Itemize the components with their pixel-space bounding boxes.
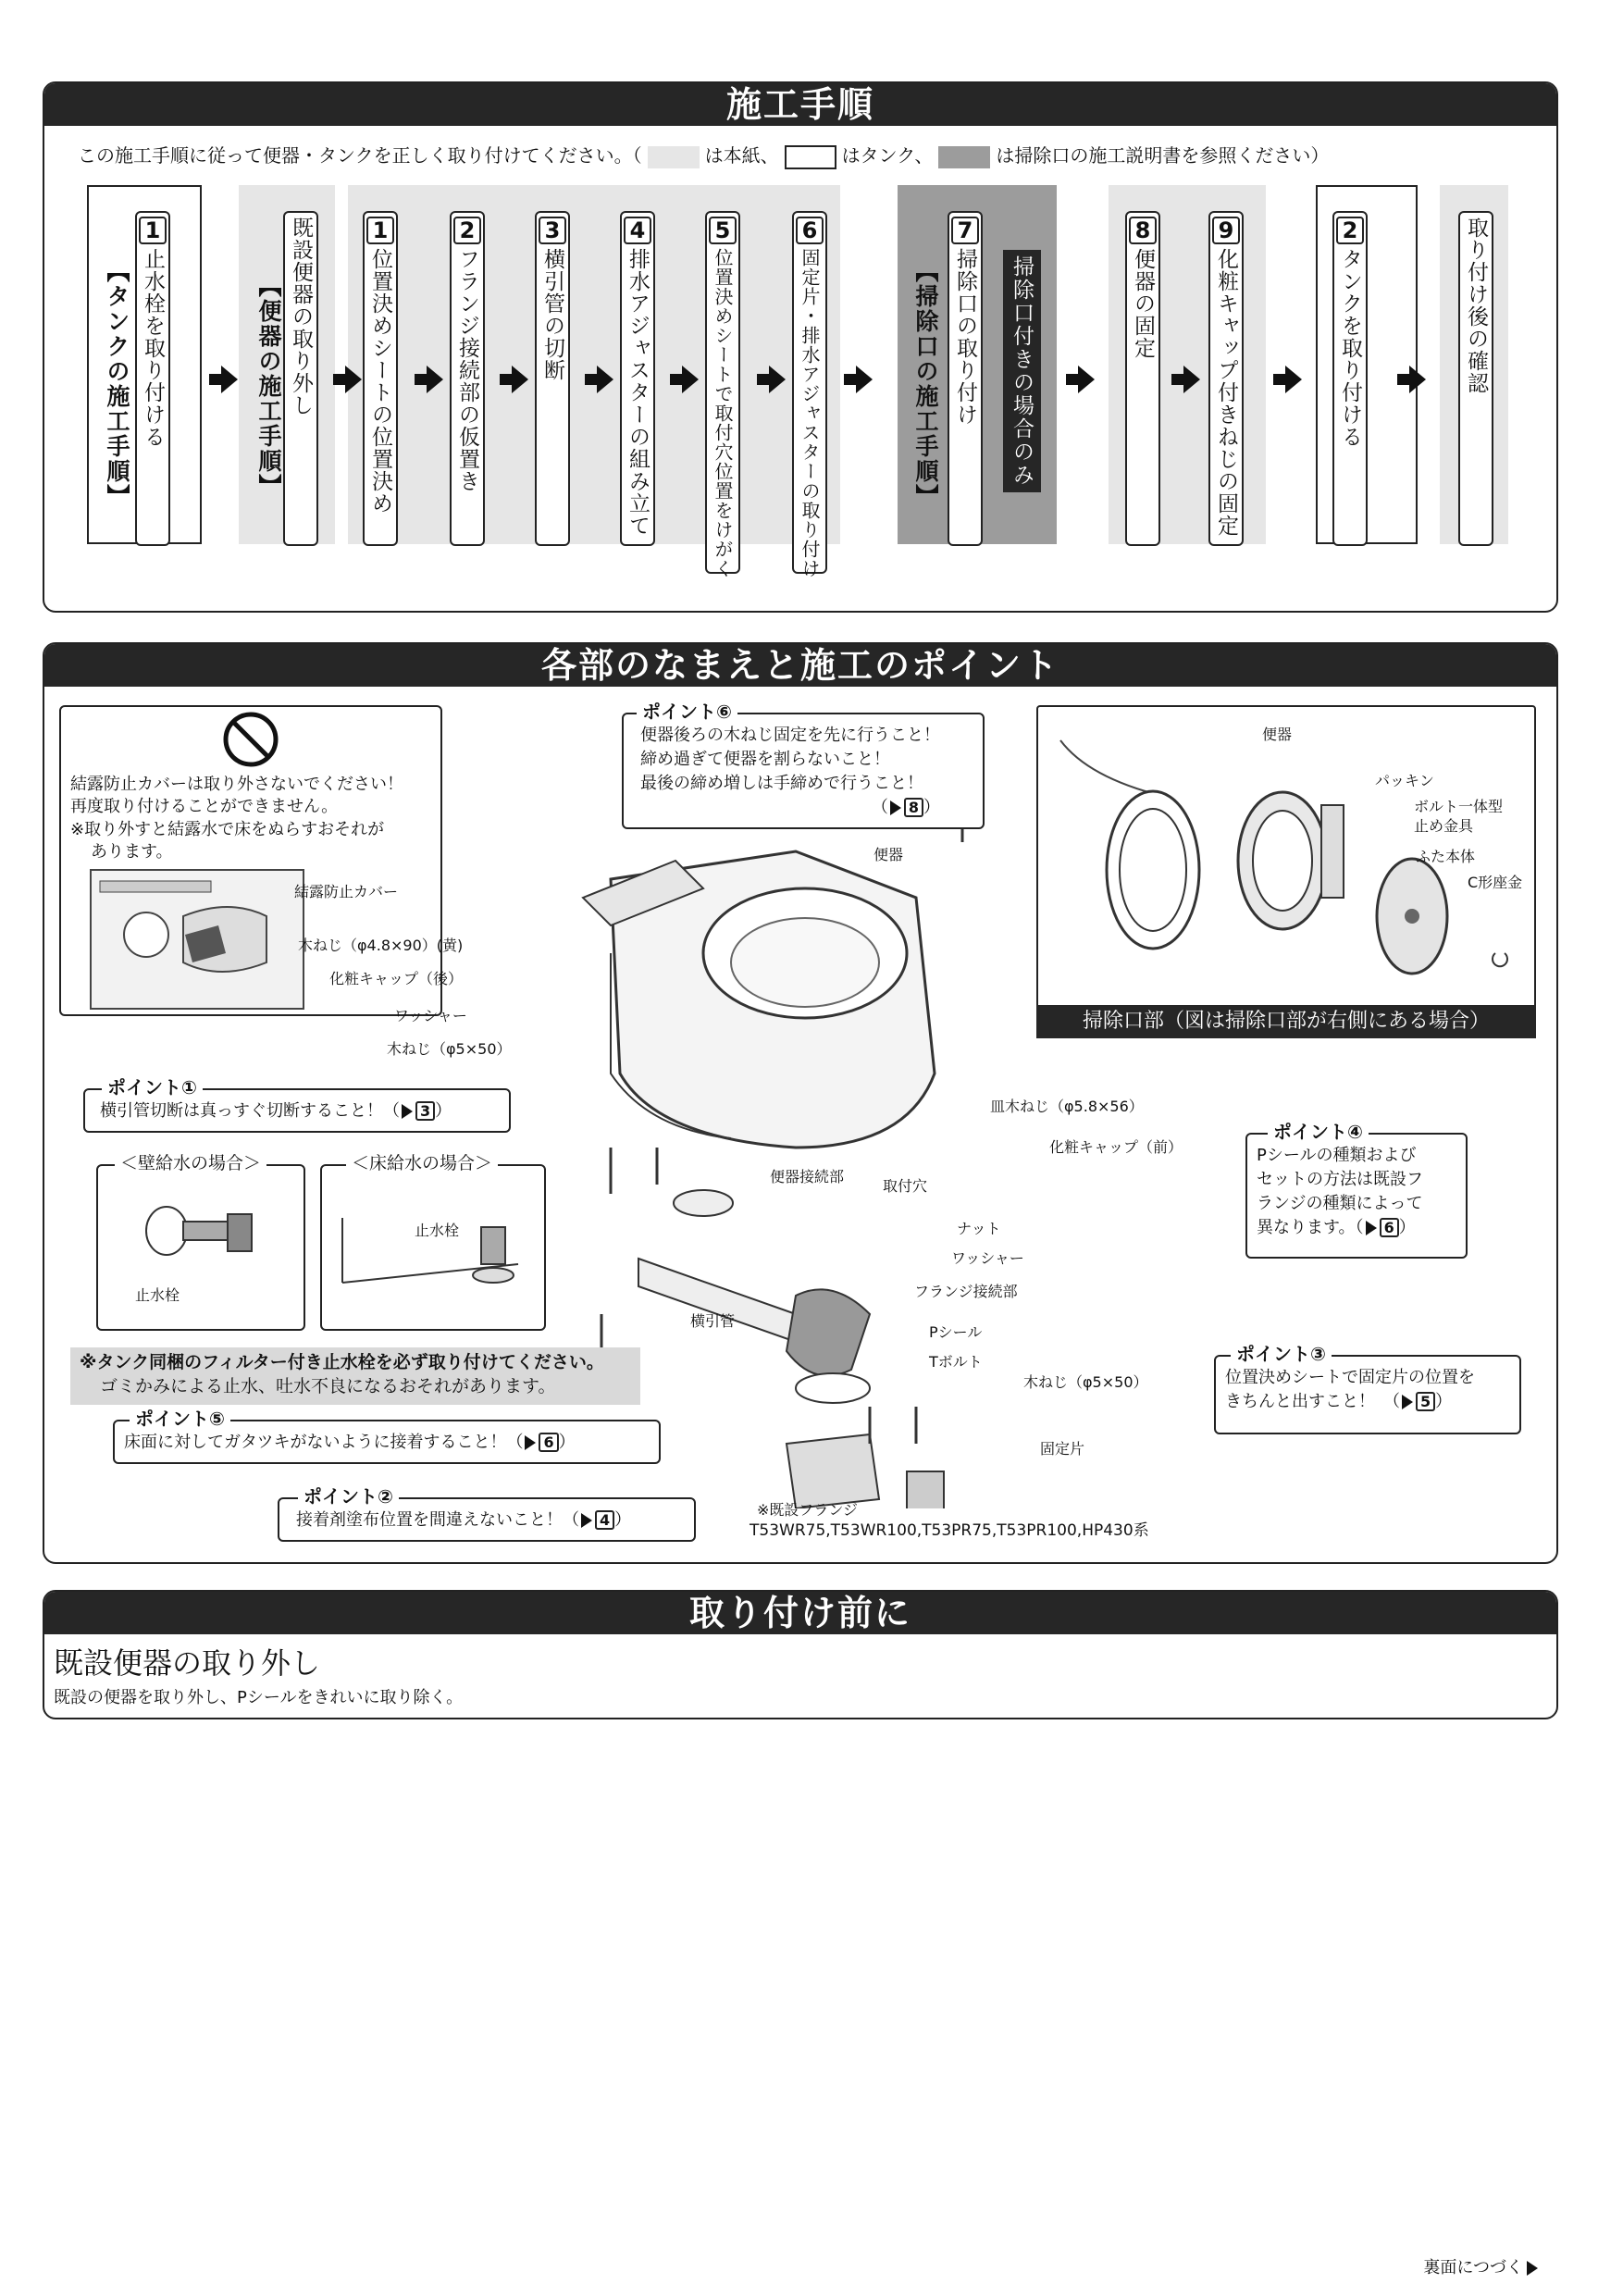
arrow-right-icon: [1527, 2261, 1538, 2276]
step-toilet-9: 9 化粧キャップ付きねじの固定: [1208, 211, 1244, 546]
step-toilet-1: 1 位置決めシートの位置決め: [363, 211, 398, 546]
label-toilet-connection: 便器接続部: [770, 1168, 845, 1185]
floor-supply-label: ＜床給水の場合＞: [346, 1153, 498, 1173]
step-toilet-3: 3 横引管の切断: [535, 211, 570, 546]
cleanout-caption: 掃除口部（図は掃除口部が右側にある場合）: [1036, 1005, 1536, 1038]
arrow-right-icon: [1402, 1395, 1413, 1409]
point-6-text: 便器後ろの木ねじ固定を先に行うこと！ 締め過ぎて便器を割らないこと！ 最後の締め増しは手締めで行うこと！ （ 8 ）: [640, 726, 940, 818]
floor-stop-valve-illustration: [333, 1199, 537, 1320]
before-text: 既設の便器を取り外し、Pシールをきれいに取り除く。: [54, 1688, 464, 1707]
arrow-right-icon: [581, 1513, 592, 1528]
label-cap-rear: 化粧キャップ（後）: [329, 970, 464, 987]
step-after-check: 取り付け後の確認: [1458, 211, 1493, 546]
label-toilet: 便器: [873, 846, 904, 863]
wall-stop-valve-label: 止水栓: [135, 1286, 180, 1304]
cleanout-only-badge: 掃除口付きの場合のみ: [1003, 250, 1041, 492]
arrow-right-icon: [525, 1435, 536, 1450]
continue-footer: 裏面につづく: [1423, 2254, 1538, 2278]
label-nut: ナット: [957, 1220, 1001, 1237]
before-heading: 既設便器の取り外し: [54, 1645, 321, 1681]
group-cleanout-label: 【掃除口の施工手順】: [912, 259, 939, 509]
label-fixing-piece: 固定片: [1040, 1440, 1085, 1458]
cleanout-cring-label: C形座金: [1468, 874, 1523, 891]
wall-stop-valve-illustration: [139, 1194, 268, 1277]
condensation-cover-illustration: [81, 861, 322, 1011]
label-cap-front: 化粧キャップ（前）: [1049, 1138, 1183, 1156]
floor-stop-valve-label: 止水栓: [415, 1222, 460, 1239]
legend-swatch-cleanout: [938, 146, 990, 168]
label-mount-hole: 取付穴: [883, 1177, 928, 1195]
step-toilet-6: 6 固定片・排水アジャスターの取り付け: [792, 211, 827, 574]
label-t-bolt: Tボルト: [929, 1353, 983, 1371]
label-washer: ワッシャー: [394, 1007, 467, 1024]
point-3-label: ポイント③: [1231, 1344, 1332, 1364]
cleanout-toilet-label: 便器: [1262, 726, 1293, 743]
caution-text: 結露防止カバーは取り外さないでください！ 再度取り付けることができません。 ※取り外すと結露水で床をぬらすおそれが あります。: [70, 775, 403, 862]
step-toilet-5: 5 位置決めシートで取付穴位置をけがく: [705, 211, 740, 574]
step-toilet-8: 8 便器の固定: [1125, 211, 1160, 546]
label-wood-screw-5b: 木ねじ（φ5×50）: [1023, 1373, 1148, 1391]
point-2-text: 接着剤塗布位置を間違えないこと！（ 4 ）: [296, 1510, 632, 1530]
point-4-label: ポイント④: [1268, 1122, 1369, 1142]
point-4-text: Pシールの種類および セットの方法は既設フ ランジの種類によって 異なります。（ 6 ）: [1257, 1146, 1423, 1238]
legend-swatch-tank: [785, 145, 836, 169]
step-tank-2: 2 タンクを取り付ける: [1332, 211, 1368, 546]
point-1-text: 横引管切断は真っすぐ切断すること！（ 3 ）: [100, 1101, 452, 1121]
label-p-seal: Pシール: [929, 1323, 983, 1341]
cleanout-bracket-label: ボルト一体型 止め金具: [1414, 798, 1504, 835]
point-6-label: ポイント⑥: [637, 701, 737, 722]
label-existing-flange: ※既設フランジ T53WR75,T53WR100,T53PR75,T53PR100,HP430系: [750, 1501, 1149, 1540]
label-washer2: ワッシャー: [951, 1249, 1024, 1267]
step-cleanout-7: 7 掃除口の取り付け: [948, 211, 983, 546]
toilet-steps-bg: [348, 185, 840, 544]
procedure-intro: この施工手順に従って便器・タンクを正しく取り付けてください。（ は本紙、 はタンク、 は掃除口の施工説明書を参照ください）: [78, 141, 1329, 169]
label-horizontal-pipe: 横引管: [690, 1312, 736, 1330]
step-toilet-4: 4 排水アジャスターの組み立て: [620, 211, 655, 546]
parts-title: 各部のなまえと施工のポイント: [44, 644, 1556, 687]
condensation-cover-label: 結露防止カバー: [294, 883, 399, 900]
point-1-label: ポイント①: [102, 1077, 203, 1098]
group-tank-label: 【タンクの施工手順】: [104, 259, 130, 509]
arrow-right-icon: [1366, 1221, 1377, 1235]
step-toilet-2: 2 フランジ接続部の仮置き: [450, 211, 485, 546]
label-flat-screw: 皿木ねじ（φ5.8×56）: [990, 1098, 1144, 1115]
point-5-label: ポイント⑤: [130, 1409, 230, 1429]
step-tank-1: 1 止水栓を取り付ける: [135, 211, 170, 546]
cleanout-packing-label: パッキン: [1375, 772, 1434, 789]
step-remove-toilet: 既設便器の取り外し: [283, 211, 318, 546]
before-title: 取り付け前に: [44, 1592, 1556, 1634]
point-2-label: ポイント②: [298, 1486, 399, 1507]
procedure-title: 施工手順: [44, 83, 1556, 126]
label-wood-screw-48: 木ねじ（φ4.8×90）(黄): [298, 937, 464, 954]
arrow-right-icon: [890, 800, 901, 815]
no-entry-icon: [222, 711, 279, 768]
wall-supply-label: ＜壁給水の場合＞: [115, 1153, 266, 1173]
filter-valve-warning: ※タンク同梱のフィルター付き止水栓を必ず取り付けてください。 ゴミかみによる止水、吐水不良になるおそれがあります。: [70, 1347, 640, 1405]
label-flange-connection: フランジ接続部: [914, 1283, 1018, 1300]
point-3-text: 位置決めシートで固定片の位置を きちんと出すこと！ （ 5 ）: [1225, 1368, 1475, 1412]
legend-swatch-body: [648, 146, 700, 168]
before-panel: [43, 1590, 1558, 1719]
cleanout-lid-label: ふた本体: [1416, 848, 1476, 865]
arrow-right-icon: [402, 1104, 413, 1119]
point-5-text: 床面に対してガタツキがないように接着すること！（ 6 ）: [124, 1433, 576, 1452]
label-wood-screw-5: 木ねじ（φ5×50）: [387, 1040, 512, 1058]
group-toilet-label: 【便器の施工手順】: [255, 274, 282, 499]
